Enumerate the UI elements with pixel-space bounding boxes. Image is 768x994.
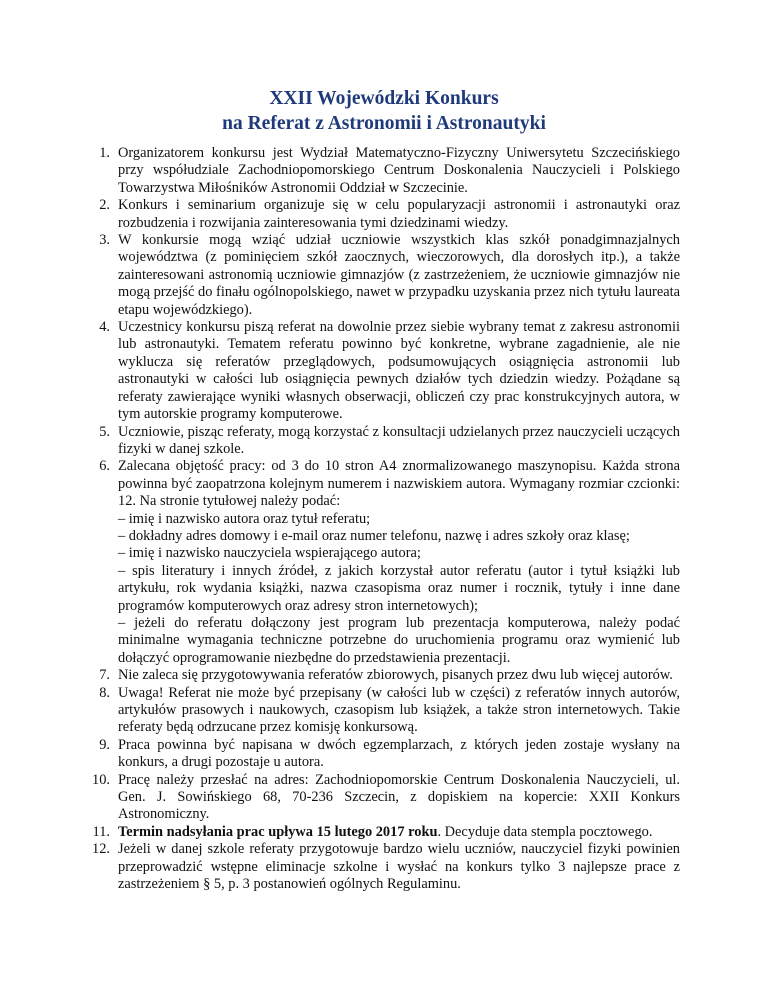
rules-list xyxy=(80,145,680,893)
title-page-requirement: – jeżeli do referatu dołączony jest program lub prezentacja komputerowa, należy podać minimalne wymagania techniczne potrzebne do uruchomienia programu oraz wymienić lub dołączyć oprogramowanie niezbędne do przedstawienia prezentacji. xyxy=(118,614,680,666)
rule-number: 5. xyxy=(99,423,110,440)
rule-text: Jeżeli w danej szkole referaty przygotowuje bardzo wielu uczniów, nauczyciel fizyki powinien przeprowadzić wstępne eliminacje szkolne i wysłać na konkurs tylko 3 najlepsze prace z zastrzeżeniem § 5, p. 3 postanowień ogólnych Regulaminu. xyxy=(118,841,680,893)
rule-number: 11. xyxy=(92,823,110,840)
rule-item-2 xyxy=(80,197,680,232)
title-line-1: XXII Wojewódzki Konkurs xyxy=(269,88,499,109)
rule-item-6 xyxy=(80,458,680,667)
rule-number: 12. xyxy=(92,841,110,858)
rule-item-5 xyxy=(80,424,680,459)
title-page-requirement: – imię i nazwisko autora oraz tytuł referatu; xyxy=(118,510,371,527)
rule-number: 8. xyxy=(99,684,110,701)
rule-text xyxy=(118,824,680,841)
rule-text: Uczestnicy konkursu piszą referat na dowolnie przez siebie wybrany temat z zakresu astronomii lub astronautyki. Tematem referatu powinno być konkretne, wybrane zagadnienie, ale nie wyklucza się referatów przeglądowych, podsumowujących osiągnięcia astronomii lub astronautyki w całości lub osiągnięcia pewnych działów tych dziedzin wiedzy. Pożądane są referaty zawierające wyniki własnych obserwacji, obliczeń czy prac konstrukcyjnych autora, w tym autorskie programy komputerowe. xyxy=(118,319,680,423)
rule-item-9 xyxy=(80,737,680,772)
rule-number: 10. xyxy=(92,771,110,788)
deadline-text: Termin nadsyłania prac upływa 15 lutego 2017 roku xyxy=(118,823,438,840)
rule-text: Uczniowie, pisząc referaty, mogą korzystać z konsultacji udzielanych przez nauczycieli uczących fizyki w danej szkole. xyxy=(118,423,680,457)
title-page-requirement: – dokładny adres domowy i e-mail oraz numer telefonu, nazwę i adres szkoły oraz klasę; xyxy=(118,527,630,544)
rule-text: Organizatorem konkursu jest Wydział Matematyczno-Fizyczny Uniwersytetu Szczecińskiego przy współudziale Zachodniopomorskiego Centrum Doskonalenia Nauczycieli i Polskiego Towarzystwa Miłośników Astronomii Oddział w Szczecinie. xyxy=(118,145,680,196)
rule-text: Uwaga! Referat nie może być przepisany (w całości lub w części) z referatów innych autorów, artykułów prasowych i naukowych, czasopism lub książek, a także stron internetowych. Takie referaty będą odrzucane przez komisję konkursową. xyxy=(118,684,680,736)
rule-text: Pracę należy przesłać na adres: Zachodniopomorskie Centrum Doskonalenia Nauczycieli, ul. Gen. J. Sowińskiego 68, 70-236 Szczecin, z dopiskiem na kopercie: XXII Konkurs Astronomiczny. xyxy=(118,771,680,823)
rule-text: Zalecana objętość pracy: od 3 do 10 stron A4 znormalizowanego maszynopisu. Każda strona powinna być zaopatrzona kolejnym numerem i nazwiskiem autora. Wymagany rozmiar czcionki: 12. Na stronie tytułowej należy podać: xyxy=(118,458,680,510)
rule-number: 2. xyxy=(99,197,110,214)
rule-item-8 xyxy=(80,685,680,737)
rule-number: 1. xyxy=(99,145,110,161)
document-title xyxy=(0,86,768,136)
rule-text: Konkurs i seminarium organizuje się w celu popularyzacji astronomii i astronautyki oraz rozbudzenia i rozwijania zainteresowania tymi dziedzinami wiedzy. xyxy=(118,197,680,231)
rule-number: 3. xyxy=(99,232,110,249)
rule-item-11 xyxy=(80,824,680,841)
rule-item-7 xyxy=(80,667,680,684)
rule-text: Nie zaleca się przygotowywania referatów zbiorowych, pisanych przez dwu lub więcej autorów. xyxy=(118,667,673,684)
rule-number: 9. xyxy=(99,736,110,753)
title-page-requirement: – imię i nazwisko nauczyciela wspierającego autora; xyxy=(118,545,421,562)
rule-number: 6. xyxy=(99,458,110,475)
rule-item-1 xyxy=(80,145,680,197)
rule-number: 4. xyxy=(99,319,110,336)
rule-text: W konkursie mogą wziąć udział uczniowie wszystkich klas szkół ponadgimnazjalnych województwa (z pominięciem szkół zaocznych, wieczorowych, dla dorosłych itp.), a także zainteresowani astronomią uczniowie gimnazjów (z zastrzeżeniem, że uczniowie gimnazjów nie mogą przejść do finału ogólnopolskiego, nawet w przypadku uzyskania przez nich tytułu laureata etapu wojewódzkiego). xyxy=(118,232,680,318)
rule-text: Praca powinna być napisana w dwóch egzemplarzach, z których jeden zostaje wysłany na konkurs, a drugi pozostaje u autora. xyxy=(118,736,680,771)
postmark-note: . Decyduje data stempla pocztowego. xyxy=(437,823,653,840)
rule-item-3 xyxy=(80,232,680,319)
rule-item-12 xyxy=(80,841,680,893)
rule-item-10 xyxy=(80,772,680,824)
title-page-requirement: – spis literatury i innych źródeł, z jakich korzystał autor referatu (autor i tytuł książki lub artykułu, rok wydania książki, nazwa czasopisma oraz numer i rocznik, tytuły i inne dane programów komputerowych oraz adresy stron internetowych); xyxy=(118,562,680,614)
rule-item-4 xyxy=(80,319,680,423)
rule-number: 7. xyxy=(99,667,110,684)
title-line-2: na Referat z Astronomii i Astronautyki xyxy=(222,113,546,134)
